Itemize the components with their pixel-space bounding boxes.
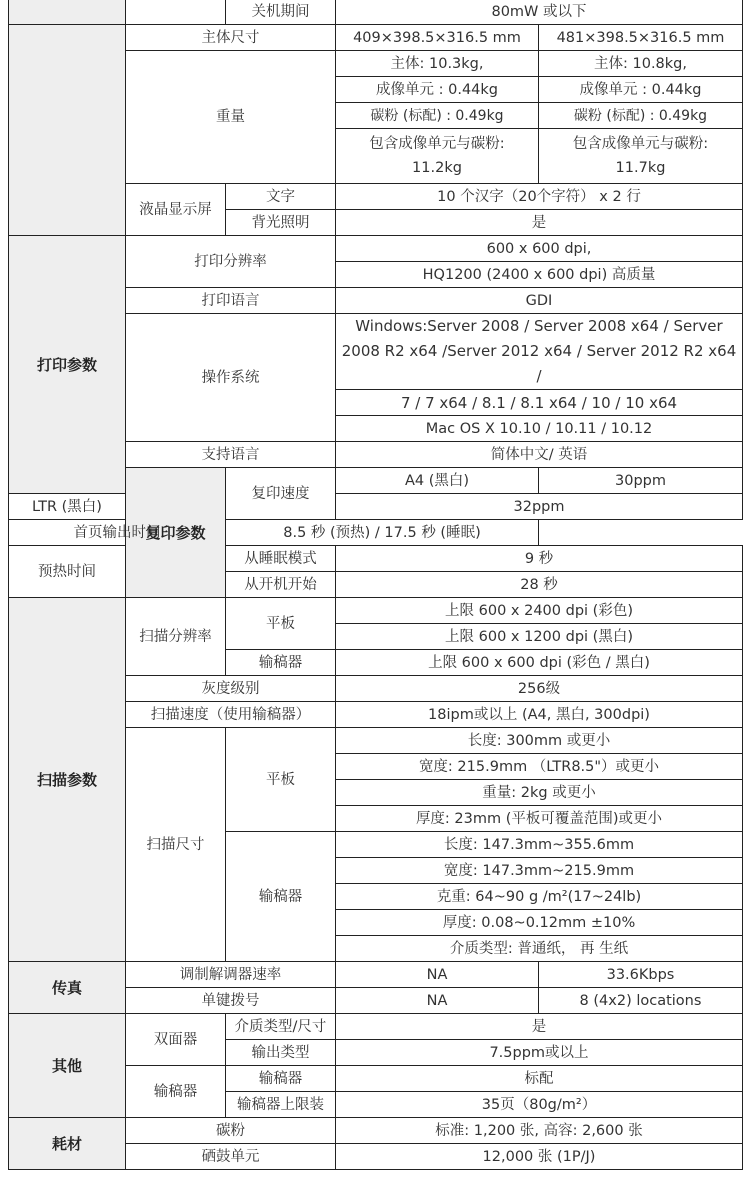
scan-gray-label: 灰度级别 <box>126 676 336 702</box>
from-power-label: 从开机开始 <box>226 572 336 598</box>
power-group-cell <box>126 0 226 25</box>
scan-flatbed-label: 平板 <box>226 598 336 650</box>
row-shutdown <box>9 0 743 25</box>
from-sleep-label: 从睡眠模式 <box>226 546 336 572</box>
flat-thickness: 厚度: 23mm (平板可覆盖范围)或更小 <box>336 806 743 832</box>
scan-speed-value: 18ipm或以上 (A4, 黑白, 300dpi) <box>336 702 743 728</box>
drum-value: 12,000 张 (1P/J) <box>336 1144 743 1170</box>
lcd-text-value: 10 个汉字（20个字符） x 2 行 <box>336 184 743 210</box>
warmup-label: 预热时间 <box>9 546 126 598</box>
adf-media: 介质类型: 普通纸， 再 生纸 <box>336 936 743 962</box>
weight-drum-model2: 成像单元 : 0.44kg <box>539 77 743 103</box>
print-resolution-label: 打印分辨率 <box>126 236 336 288</box>
copy-ltr-value: 32ppm <box>336 494 743 520</box>
support-language-value: 简体中文/ 英语 <box>336 442 743 468</box>
fax-onetouch-model1: NA <box>336 988 539 1014</box>
drum-label: 硒鼓单元 <box>126 1144 336 1170</box>
row-copy-first <box>9 520 743 546</box>
fax-onetouch-model2: 8 (4x2) locations <box>539 988 743 1014</box>
toner-label: 碳粉 <box>126 1118 336 1144</box>
weight-toner-model2: 碳粉 (标配) : 0.49kg <box>539 103 743 129</box>
category-cell-general <box>9 25 126 236</box>
flat-length: 长度: 300mm 或更小 <box>336 728 743 754</box>
lcd-backlight-value: 是 <box>336 210 743 236</box>
weight-toner-model1: 碳粉 (标配) : 0.49kg <box>336 103 539 129</box>
from-power-value: 28 秒 <box>336 572 743 598</box>
print-language-value: GDI <box>336 288 743 314</box>
other-adf-label: 输稿器 <box>126 1066 226 1118</box>
row-scan-flatbed-color <box>9 598 743 624</box>
copy-first-value: 8.5 秒 (预热) / 17.5 秒 (睡眠) <box>226 520 539 546</box>
os-windows-2: 7 / 7 x64 / 8.1 / 8.1 x64 / 10 / 10 x64 <box>336 390 743 416</box>
fax-onetouch-label: 单键拨号 <box>126 988 336 1014</box>
lcd-label: 液晶显示屏 <box>126 184 226 236</box>
dimensions-label: 主体尺寸 <box>126 25 336 51</box>
adf-width: 宽度: 147.3mm~215.9mm <box>336 858 743 884</box>
from-sleep-value: 9 秒 <box>336 546 743 572</box>
adf-length: 长度: 147.3mm~355.6mm <box>336 832 743 858</box>
row-duplex-media <box>9 1014 743 1040</box>
dimensions-model2: 481×398.5×316.5 mm <box>539 25 743 51</box>
weight-total-model1: 包含成像单元与碳粉: 11.2kg <box>336 129 539 184</box>
os-label: 操作系统 <box>126 314 336 442</box>
weight-label: 重量 <box>126 51 336 184</box>
shutdown-value: 80mW 或以下 <box>336 0 743 25</box>
scan-gray-value: 256级 <box>336 676 743 702</box>
scan-flatbed-mono: 上限 600 x 1200 dpi (黑白) <box>336 624 743 650</box>
lcd-backlight-label: 背光照明 <box>226 210 336 236</box>
row-copy-from-sleep <box>9 546 743 572</box>
scan-size-label: 扫描尺寸 <box>126 728 226 962</box>
other-adf-sub-label: 输稿器 <box>226 1066 336 1092</box>
category-other: 其他 <box>9 1014 126 1118</box>
row-toner <box>9 1118 743 1144</box>
weight-drum-model1: 成像单元 : 0.44kg <box>336 77 539 103</box>
support-language-label: 支持语言 <box>126 442 336 468</box>
row-copy-ltr <box>9 494 743 520</box>
other-adf-sub-value: 标配 <box>336 1066 743 1092</box>
duplex-output-label: 输出类型 <box>226 1040 336 1066</box>
fax-modem-model1: NA <box>336 962 539 988</box>
print-resolution-2: HQ1200 (2400 x 600 dpi) 高质量 <box>336 262 743 288</box>
dimensions-model1: 409×398.5×316.5 mm <box>336 25 539 51</box>
category-fax: 传真 <box>9 962 126 1014</box>
copy-ltr-label: LTR (黑白) <box>9 494 126 520</box>
os-mac: Mac OS X 10.10 / 10.11 / 10.12 <box>336 416 743 442</box>
category-consumables: 耗材 <box>9 1118 126 1170</box>
weight-body-model1: 主体: 10.3kg, <box>336 51 539 77</box>
spec-table <box>8 0 743 1170</box>
adf-thickness: 厚度: 0.08~0.12mm ±10% <box>336 910 743 936</box>
fax-modem-model2: 33.6Kbps <box>539 962 743 988</box>
weight-total-model2: 包含成像单元与碳粉: 11.7kg <box>539 129 743 184</box>
flat-weight: 重量: 2kg 或更小 <box>336 780 743 806</box>
duplex-output-value: 7.5ppm或以上 <box>336 1040 743 1066</box>
scan-adf-label: 输稿器 <box>226 650 336 676</box>
category-cell-top <box>9 0 126 25</box>
copy-first-label: 首页输出时间 <box>9 520 226 546</box>
lcd-text-label: 文字 <box>226 184 336 210</box>
category-print: 打印参数 <box>9 236 126 494</box>
copy-a4-value: 30ppm <box>539 468 743 494</box>
fax-modem-label: 调制解调器速率 <box>126 962 336 988</box>
scan-size-flatbed-label: 平板 <box>226 728 336 832</box>
row-dimensions <box>9 25 743 51</box>
toner-value: 标准: 1,200 张, 高容: 2,600 张 <box>336 1118 743 1144</box>
duplex-media-label: 介质类型/尺寸 <box>226 1014 336 1040</box>
scan-adf-value: 上限 600 x 600 dpi (彩色 / 黑白) <box>336 650 743 676</box>
scan-speed-label: 扫描速度（使用输稿器） <box>126 702 336 728</box>
os-windows: Windows:Server 2008 / Server 2008 x64 / Server 2008 R2 x64 /Server 2012 x64 / Server 2012 R2 x64 / <box>336 314 743 390</box>
print-language-label: 打印语言 <box>126 288 336 314</box>
duplex-media-value: 是 <box>336 1014 743 1040</box>
scan-flatbed-color: 上限 600 x 2400 dpi (彩色) <box>336 598 743 624</box>
row-fax-modem <box>9 962 743 988</box>
shutdown-label: 关机期间 <box>226 0 336 25</box>
weight-body-model2: 主体: 10.8kg, <box>539 51 743 77</box>
category-copy: 复印参数 <box>126 468 226 598</box>
print-resolution-1: 600 x 600 dpi, <box>336 236 743 262</box>
row-print-resolution-1 <box>9 236 743 262</box>
other-adf-cap-value: 35页（80g/m²） <box>336 1092 743 1118</box>
copy-a4-label: A4 (黑白) <box>336 468 539 494</box>
adf-weight: 克重: 64~90 g /m²(17~24lb) <box>336 884 743 910</box>
copy-speed-label: 复印速度 <box>226 468 336 520</box>
category-scan: 扫描参数 <box>9 598 126 962</box>
other-adf-cap-label: 输稿器上限装 <box>226 1092 336 1118</box>
flat-width: 宽度: 215.9mm （LTR8.5"）或更小 <box>336 754 743 780</box>
scan-resolution-label: 扫描分辨率 <box>126 598 226 676</box>
scan-size-adf-label: 输稿器 <box>226 832 336 962</box>
duplex-label: 双面器 <box>126 1014 226 1066</box>
